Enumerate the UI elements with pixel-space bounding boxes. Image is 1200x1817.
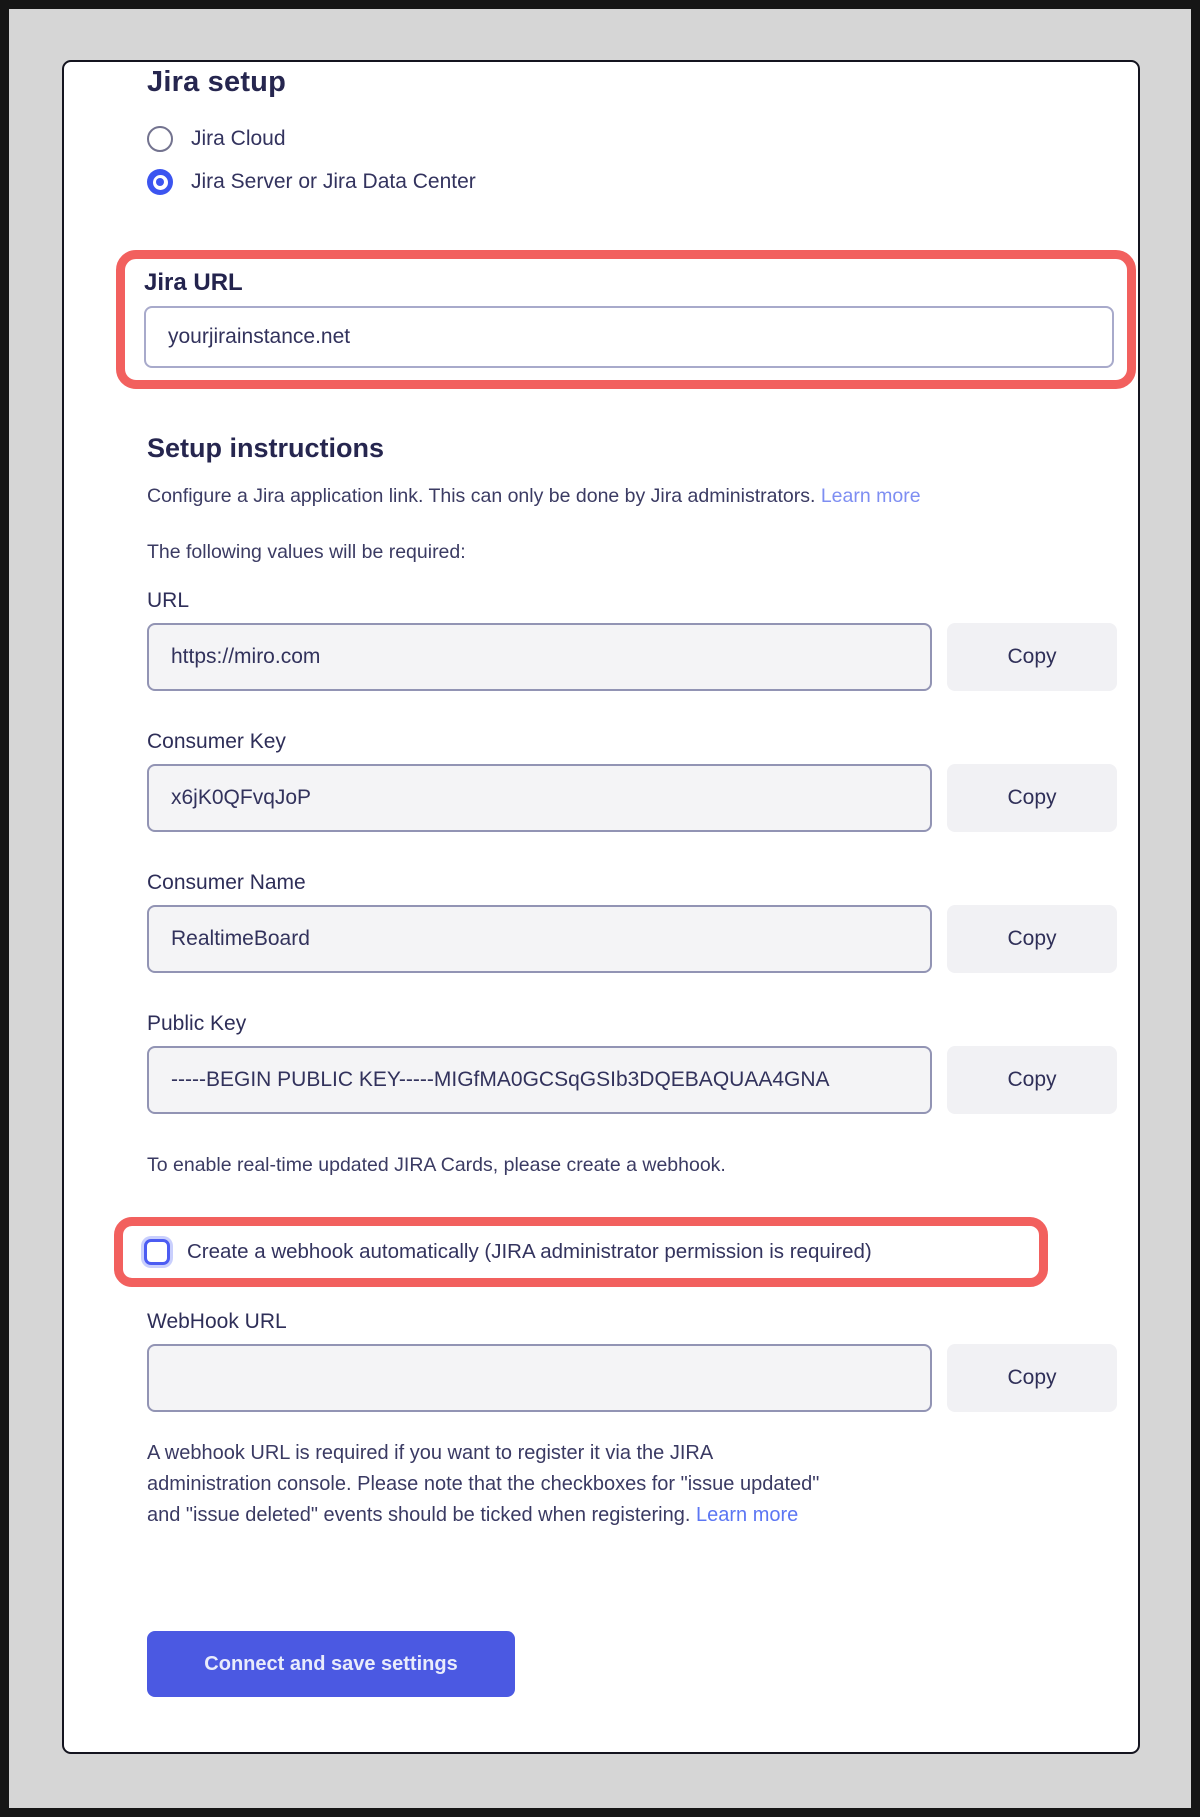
public-key-input[interactable] [147,1046,932,1114]
field-group-public-key [147,1011,1119,1114]
webhook-url-label: WebHook URL [147,1310,287,1333]
field-row [147,764,1119,832]
jira-url-input[interactable] [144,306,1114,368]
field-group-consumer-key [147,729,1119,832]
required-values-note: The following values will be required: [147,541,466,563]
field-row [147,905,1119,973]
radio-option-jira-server[interactable] [147,169,476,195]
webhook-url-input[interactable] [147,1344,932,1412]
public-key-label: Public Key [147,1012,247,1035]
copy-webhook-url-button[interactable]: Copy [947,1344,1117,1412]
field-group-url [147,588,1119,691]
create-webhook-checkbox-row[interactable] [144,1238,1029,1266]
radio-icon[interactable] [147,126,173,152]
jira-url-highlight-box [116,250,1136,389]
jira-settings-card [62,60,1140,1754]
copy-public-key-button[interactable]: Copy [947,1046,1117,1114]
radio-option-jira-cloud[interactable] [147,126,286,152]
jira-url-label: Jira URL [144,269,243,296]
setup-instructions-heading: Setup instructions [147,433,385,463]
radio-option-label: Jira Cloud [191,127,286,150]
field-row [147,1046,1119,1114]
learn-more-link-top[interactable]: Learn more [820,485,921,507]
field-group-webhook-url [147,1309,1119,1412]
url-field-label: URL [147,589,190,612]
intro-sentence: Configure a Jira application link. This can only be done by Jira administrators. [147,485,816,507]
webhook-checkbox-label: Create a webhook automatically (JIRA administrator permission is required) [187,1240,872,1263]
connect-save-button[interactable]: Connect and save settings [147,1631,515,1697]
radio-icon-selected[interactable] [147,169,173,195]
consumer-name-label: Consumer Name [147,871,306,894]
radio-option-label: Jira Server or Jira Data Center [191,170,476,193]
webhook-description [147,1438,837,1531]
webhook-note: To enable real-time updated JIRA Cards, please create a webhook. [147,1154,726,1176]
consumer-name-input[interactable] [147,905,932,973]
learn-more-link-bottom[interactable]: Learn more [696,1504,799,1526]
copy-consumer-key-button[interactable]: Copy [947,764,1117,832]
webhook-description-text: A webhook URL is required if you want to register it via the JIRA administration console. Please note that the checkboxes for "issue updated" and "issue deleted" events should be ticked when registering. [147,1442,820,1526]
copy-consumer-name-button[interactable]: Copy [947,905,1117,973]
webhook-checkbox[interactable] [144,1239,170,1265]
page-title: Jira setup [147,66,286,98]
field-row [147,1344,1119,1412]
field-row [147,623,1119,691]
copy-url-button[interactable]: Copy [947,623,1117,691]
jira-type-radio-group [147,126,1119,195]
consumer-key-input[interactable] [147,764,932,832]
webhook-checkbox-highlight-box [114,1217,1048,1287]
field-group-consumer-name [147,870,1119,973]
consumer-key-label: Consumer Key [147,730,286,753]
url-value-input[interactable] [147,623,932,691]
setup-instructions-intro [147,483,1119,509]
